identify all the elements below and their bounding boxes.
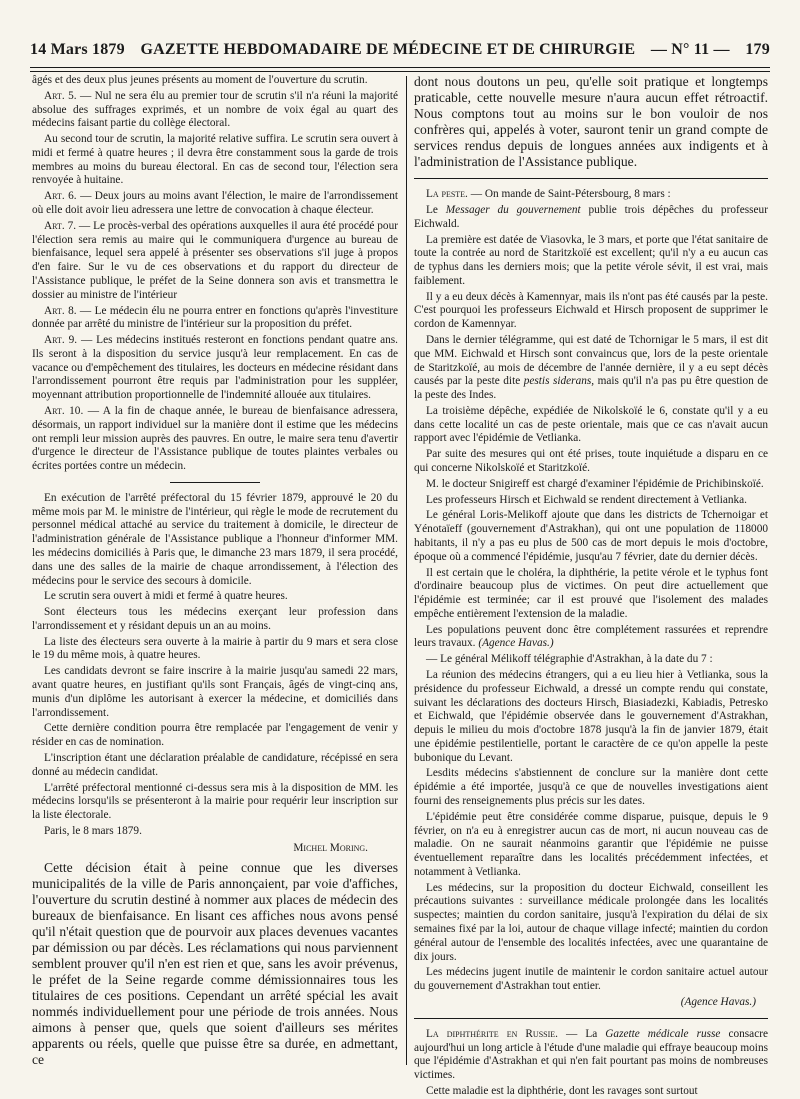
jugent-paragraph: Les médecins jugent inutile de maintenir le cordon sanitaire actuel autour du gouvernement d'Astrakhan tout entier. xyxy=(414,966,768,993)
liste-paragraph: La liste des électeurs sera ouverte à la mairie à partir du 9 mars et sera close le 19 du même mois, à quatre heures. xyxy=(32,635,398,662)
signature: Michel Moring. xyxy=(293,841,368,854)
diphtherite-intro: La diphthérite en Russie. — La Gazette médicale russe consacre aujourd'hui un long article à l'étude d'une maladie qui effraye beaucoup moins que l'épidémie d'Astrakhan et qui n'en fait pourtant pas moins de nombreuses victimes. xyxy=(414,1027,768,1082)
inscription-paragraph: L'inscription étant une déclaration préalable de candidature, récépissé en sera donné au médecin candidat. xyxy=(32,751,398,778)
date-line: Paris, le 8 mars 1879. xyxy=(44,824,142,837)
reunion-paragraph: La réunion des médecins étrangers, qui a eu lieu hier à Vetlianka, sous la présidence du professeur Eichwald, a dressé un compte rendu qui constate, suivant les déclarations des docteurs Hirsch, Biasiadezki, Kabiadis, Petresko et Eichwald, que l'épidémie observée dans le gouvernement d'Astrakhan, depuis le milieu du mois d'octobre 1878 jusqu'à la fin de janvier 1879, était une épidémie pestilentielle, portant le caractère de ce qu'on appelle la peste bubonique du Levant. xyxy=(414,668,768,764)
messager-paragraph: Le Messager du gouvernement publie trois dépêches du professeur Eichwald. xyxy=(414,203,768,230)
disparue-paragraph: L'épidémie peut être considérée comme disparue, puisque, depuis le 9 février, on n'a eu à enregistrer aucun cas de mort, ni aucun nouveau cas de maladie. On ne saurait néanmoins garantir que l'épidémie ne puisse éventuellement reparaître dans les localités précédemment infectées, et notamment à Vetlianka. xyxy=(414,810,768,878)
left-intro: âgés et des deux plus jeunes présents au moment de l'ouverture du scrutin. xyxy=(32,74,368,86)
article-9: Art. 9. — Les médecins institués resteront en fonctions pendant quatre ans. Ils seront à la disposition du service jusqu'à leur remplacement. En cas de vacance ou d'empêchement des titulaires, les docteurs en médecine résidant dans l'arrondissement pourront être requis par l'administration pour les suppléer, moyennant attribution proportionnelle de l'indemnité allouée aux titulaires. xyxy=(32,334,398,402)
section-rule xyxy=(414,178,768,179)
second-tour: Au second tour de scrutin, la majorité relative suffira. Le scrutin sera ouvert à midi et fermé à quatre heures ; il devra être constamment sous la garde de trois membres au moins du bureau électoral. En cas de second tour, l'élection sera renvoyée à huitaine. xyxy=(32,133,398,187)
execution-paragraph: En exécution de l'arrêté préfectoral du 15 février 1879, approuvé le 20 du même mois par M. le ministre de l'intérieur, qui règle le mode de recrutement du personnel médical attaché au service du traitement à domicile, le directeur de l'administration générale de l'Assistance publique a l'honneur d'informer MM. les médecins domiciliés à Paris que, le dimanche 23 mars 1879, il sera procédé, dans une des salles de la mairie de chaque arrondissement, à l'élection des médecins pour le service des secours à domicile. xyxy=(32,491,398,587)
snigireff-paragraph: M. le docteur Snigireff est chargé d'examiner l'épidémie de Prichibinskoïé. xyxy=(426,477,764,490)
header-rule-bottom xyxy=(30,71,770,72)
arrete-paragraph: L'arrêté préfectoral mentionné ci-dessus sera mis à la disposition de MM. les médecins lorsqu'ils se présenteront à la mairie pour requérir leur inscription sur la liste électorale. xyxy=(32,781,398,822)
populations-paragraph: Les populations peuvent donc être complétement rassurées et reprendre leurs travaux. (Agence Havas.) xyxy=(414,623,768,650)
article-7: Art. 7. — Le procès-verbal des opérations auxquelles il aura été procédé pour l'élection sera remis au maire qui le communiquera d'urgence au bureau de bienfaisance, lequel sera appelé à présenter ses observations s'il juge à propos d'en faire. Sur le vu de ces observations et du rapport du directeur de l'Assistance publique, le préfet de la Seine donnera son avis et transmettra le dossier au ministre de l'intérieur xyxy=(32,219,398,301)
peste-intro: La peste. — On mande de Saint-Pétersbourg, 8 mars : xyxy=(426,188,671,201)
header-title: GAZETTE HEBDOMADAIRE DE MÉDECINE ET DE CHIRURGIE xyxy=(140,41,636,58)
section-heading-peste: La peste. xyxy=(426,188,468,201)
troisieme-depeche: La troisième dépêche, expédiée de Nikolskoïé le 6, constate qu'il y a eu dans cette localité un cas de peste orientale, mais que ce cas n'avait aucun rapport avec l'épidémie de Vetlianka. xyxy=(414,404,768,445)
commentary-paragraph: Cette décision était à peine connue que les diverses municipalités de la ville de Paris annonçaient, par voie d'affiches, l'ouverture du scrutin destiné à nommer aux places de médecin des bureaux de bienfaisance. En lisant ces affiches nous avons pensé qu'il n'était question que de pourvoir aux places devenues vacantes par démission ou par décès. Les réclamations qui nous parviennent semblent prouver qu'il n'en est rien et que, sans les avoir prévenus, le préfet de la Seine regarde comme démissionnaires tous les titulaires de ces positions. Cependant un arrêté spécial les avait nommés individuellement pour une période de trois années. Nous aimons à penser que, quels que soient d'ailleurs ses mérites apparents ou réels, quelle que puisse être sa durée, en admettant, ce xyxy=(32,859,398,1067)
header-date: 14 Mars 1879 xyxy=(30,41,125,58)
candidats-paragraph: Les candidats devront se faire inscrire à la mairie jusqu'au samedi 22 mars, avant quatre heures, en justifiant qu'ils sont Français, âgés de vingt-cinq ans, munis d'un diplôme les autorisant à exercer la médecine, et domiciliés dans l'arrondissement. xyxy=(32,665,398,719)
header-rule-top xyxy=(30,67,770,68)
diphtherite-last-line: Cette maladie est la diphthérie, dont les ravages sont surtout xyxy=(426,1084,698,1097)
electeurs-paragraph: Sont électeurs tous les médecins exerçant leur profession dans l'arrondissement et y résidant depuis un an au moins. xyxy=(32,606,398,632)
cholera-paragraph: Il est certain que le choléra, la diphthérie, la petite vérole et le typhus font d'ordinaire beaucoup plus de victimes. On peut dire actuellement que l'épidémie est terminée; car il est prouvé que l'isolement des malades empêche entièrement l'extension de la maladie. xyxy=(414,566,768,620)
dernier-telegramme: Dans le dernier télégramme, qui est daté de Tchornigar le 5 mars, il est dit que MM. Eichwald et Hirsch sont convaincus que, lors de la peste orientale de Staritzkoïé, au mois de décembre de l'année dernière, il y a eu sept décès causés par la peste dite pestis siderans, mais qu'il n'a pas pu être question de la peste des Indes. xyxy=(414,334,768,402)
right-column xyxy=(414,74,768,1097)
page-header xyxy=(30,38,770,62)
loris-paragraph: Le général Loris-Melikoff ajoute que dans les districts de Tchernoigar et Yénotaïeff (gouvernement d'Astrakhan), qui ont une population de 118000 habitants, il n'y a pas eu plus de 500 cas de mort depuis le mois d'octobre, époque où a commencé l'épidémie, jusqu'au 7 février, date du dernier décès. xyxy=(414,509,768,563)
header-page-number: 179 xyxy=(745,41,770,58)
deux-deces-paragraph: Il y a eu deux décès à Kamennyar, mais ils n'ont pas été causés par la peste. C'est pourquoi les professeurs Eichwald et Hirsch proposent de supprimer le cordon de Kamennyar. xyxy=(414,290,768,331)
left-column xyxy=(32,74,398,1069)
medecins-paragraph: Les médecins, sur la proposition du docteur Eichwald, conseillent les précautions suivantes : surveillance médicale prolongée dans les localités suspectes; maintien du cordon sanitaire, jusqu'à l'expiration du délai de six semaines fixé par la loi, autour de chaque village infecté; maintien du cordon général autour de l'ensemble des localités infectées, avec une quarantaine de dix jours. xyxy=(414,881,768,963)
article-10: Art. 10. — A la fin de chaque année, le bureau de bienfaisance adressera, désormais, un rapport individuel sur la manière dont il estime que les médecins ont rempli leur mission auprès des pauvres. En outre, le maire sera tenu d'avertir d'urgence le directeur de l'Assistance publique de toutes plaintes verbales ou écrites portées contre un médecin. xyxy=(32,404,398,473)
agence-havas-credit: (Agence Havas.) xyxy=(680,995,756,1008)
article-5: Art. 5. — Nul ne sera élu au premier tour de scrutin s'il n'a réuni la majorité absolue des suffrages exprimés, et un nombre de voix égal au quart des médecins faisant partie du collège électoral. xyxy=(32,89,398,130)
commentary-continuation: dont nous doutons un peu, qu'elle soit pratique et longtemps praticable, cette nouvelle mesure n'aura aucun effet rétroactif. Nous comptons tout au moins sur le bon vouloir de nos confrères qui, appelés à voter, sauront tenir un grand compte de services rendus depuis de longues années aux indigents et à l'administration de l'Assistance publique. xyxy=(414,74,768,170)
header-issue: — N° 11 — xyxy=(650,41,730,58)
premiere-depeche: La première est datée de Viasovka, le 3 mars, et porte que l'état sanitaire de toute la contrée au nord de Staritzkoïé est excellent; qu'il n'y a eu aucun cas de typhus dans les derniers mois; que la petite vérole sévit, il est vrai, mais faiblement. xyxy=(414,233,768,287)
section-heading-diphtherite: La diphthérite en Russie. xyxy=(426,1027,558,1040)
column-divider xyxy=(406,76,407,1065)
article-6: Art. 6. — Deux jours au moins avant l'élection, le maire de l'arrondissement où elle doit avoir lieu adressera une lettre de convocation à chaque électeur. xyxy=(32,190,398,217)
scrutin-paragraph: Le scrutin sera ouvert à midi et fermé à quatre heures. xyxy=(44,590,288,603)
lesdits-paragraph: Lesdits médecins s'abstiennent de conclure sur la manière dont cette épidémie a été importée, jusqu'à ce que de nouvelles investigations aient fourni des renseignements plus précis sur les dates. xyxy=(414,767,768,807)
hirsch-paragraph: Les professeurs Hirsch et Eichwald se rendent directement à Vetlianka. xyxy=(426,493,748,506)
section-rule xyxy=(170,482,260,483)
melikoff-paragraph: — Le général Mélikoff télégraphie d'Astrakhan, à la date du 7 : xyxy=(426,653,713,666)
condition-paragraph: Cette dernière condition pourra être remplacée par l'engagement de venir y résider en cas de nomination. xyxy=(32,722,398,749)
section-rule xyxy=(414,1018,768,1019)
suite-paragraph: Par suite des mesures qui ont été prises, toute inquiétude a disparu en ce qui concerne Nikolskoïé et Staritzkoïé. xyxy=(414,448,768,475)
article-8: Art. 8. — Le médecin élu ne pourra entrer en fonctions qu'après l'investiture donnée par arrêté du ministre de l'intérieur sur la proposition du préfet. xyxy=(32,304,398,331)
